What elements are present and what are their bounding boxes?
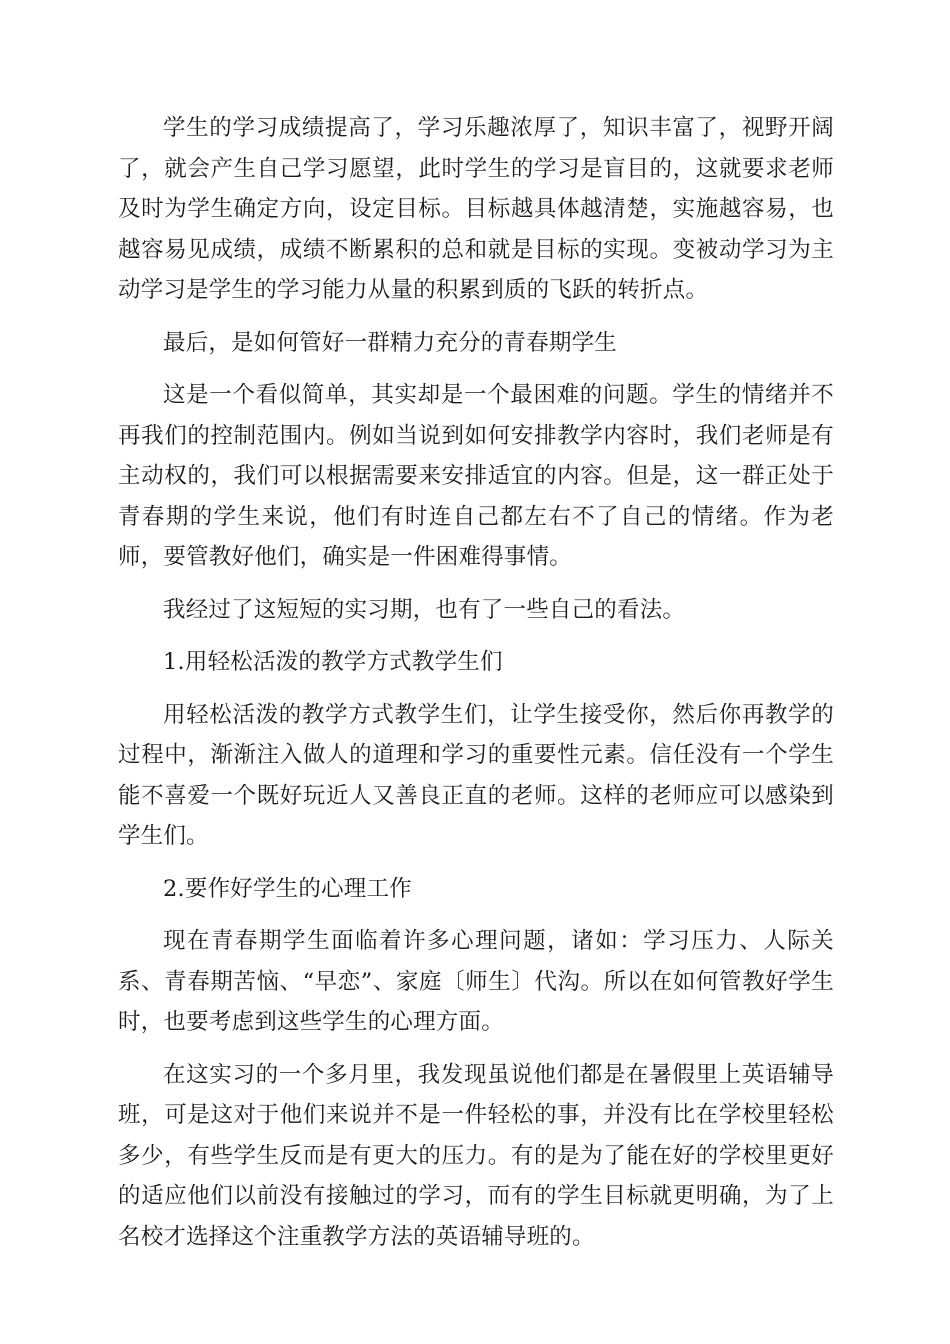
paragraph-difficult-problem: 这是一个看似简单，其实却是一个最困难的问题。学生的情绪并不再我们的控制范围内。例如当说到如何安排教学内容时，我们老师是有主动权的，我们可以根据需要来安排适宜的内容。但是，这一群正处于青春期的学生来说，他们有时连自己都左右不了自己的情绪。作为老师，要管教好他们，确实是一件困难得事情。	[118, 382, 834, 570]
paragraph-psychology: 现在青春期学生面临着许多心理问题，诸如：学习压力、人际关系、青春期苦恼、“早恋”、家庭〔师生〕代沟。所以在如何管教好学生时，也要考虑到这些学生的心理方面。	[118, 928, 834, 1035]
paragraph-learning-goals: 学生的学习成绩提高了，学习乐趣浓厚了，知识丰富了，视野开阔了，就会产生自己学习愿望，此时学生的学习是盲目的，这就要求老师及时为学生确定方向，设定目标。目标越具体越清楚，实施越容易，也越容易见成绩，成绩不断累积的总和就是目标的实现。变被动学习为主动学习是学生的学习能力从量的积累到质的飞跃的转折点。	[118, 115, 834, 303]
section-heading-manage-students: 最后，是如何管好一群精力充分的青春期学生	[163, 329, 618, 356]
document-page	[118, 108, 834, 1269]
list-heading-1: 1.用轻松活泼的教学方式教学生们	[163, 649, 503, 675]
paragraph-internship-month: 在这实习的一个多月里，我发现虽说他们都是在暑假里上英语辅导班，可是这对于他们来说并不是一件轻松的事，并没有比在学校里轻松多少，有些学生反而是有更大的压力。有的是为了能在好的学校里更好的适应他们以前没有接触过的学习，而有的学生目标就更明确，为了上名校才选择这个注重教学方法的英语辅导班的。	[118, 1061, 834, 1250]
paragraph-own-views: 我经过了这短短的实习期，也有了一些自己的看法。	[163, 596, 686, 623]
list-heading-2: 2.要作好学生的心理工作	[163, 875, 412, 902]
paragraph-relaxed-teaching: 用轻松活泼的教学方式教学生们，让学生接受你，然后你再教学的过程中，渐渐注入做人的道理和学习的重要性元素。信任没有一个学生能不喜爱一个既好玩近人又善良正直的老师。这样的老师应可以感染到学生们。	[118, 701, 834, 849]
